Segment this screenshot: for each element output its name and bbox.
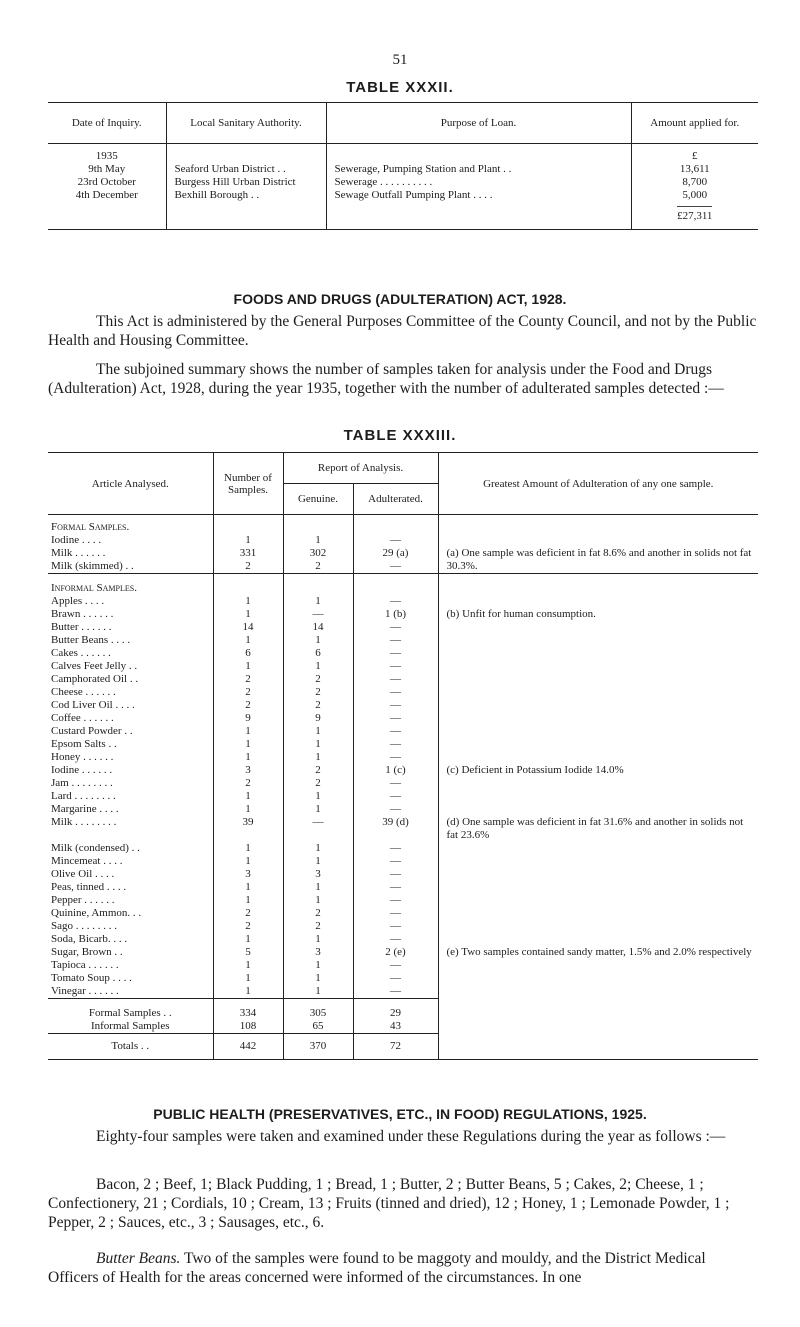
number-cell: 3 bbox=[213, 868, 283, 881]
article-cell: Iodine . . . . . . bbox=[51, 764, 113, 776]
number-cell: 1 bbox=[213, 634, 283, 647]
genuine-cell: 1 bbox=[283, 751, 353, 764]
adulterated-cell: — bbox=[353, 907, 438, 920]
article-cell: Butter . . . . . . bbox=[51, 621, 112, 633]
spacer-cell bbox=[283, 574, 353, 596]
adulterated-cell: 1 (c) bbox=[353, 764, 438, 777]
spacer-cell bbox=[438, 574, 758, 596]
article-cell: Cheese . . . . . . bbox=[51, 686, 116, 698]
article-cell: Camphorated Oil . . bbox=[51, 673, 139, 685]
table-row bbox=[48, 842, 758, 855]
article-cell: Iodine . . . . bbox=[51, 534, 102, 546]
number-cell: 108 bbox=[213, 1020, 283, 1034]
number-cell: 2 bbox=[213, 699, 283, 712]
article-cell: Butter Beans . . . . bbox=[51, 634, 131, 646]
adulterated-cell: — bbox=[353, 868, 438, 881]
table-row bbox=[48, 515, 758, 535]
total-adulterated: 72 bbox=[353, 1034, 438, 1060]
note-cell: (e) Two samples contained sandy matter, 1.5% and 2.0% respectively bbox=[438, 946, 758, 959]
table-row bbox=[48, 907, 758, 920]
adulterated-cell: — bbox=[353, 855, 438, 868]
purposes-cell bbox=[326, 144, 631, 230]
table-row bbox=[48, 985, 758, 999]
adulterated-cell: — bbox=[353, 621, 438, 634]
col-authority-header: Local Sanitary Authority. bbox=[166, 103, 326, 144]
number-cell: 1 bbox=[213, 933, 283, 946]
purpose-value: Sewerage, Pumping Station and Plant . . bbox=[334, 163, 512, 175]
genuine-cell: 9 bbox=[283, 712, 353, 725]
adulterated-cell: — bbox=[353, 842, 438, 855]
spacer-cell bbox=[213, 574, 283, 596]
table-row bbox=[48, 660, 758, 673]
adulterated-cell: — bbox=[353, 933, 438, 946]
table-row bbox=[48, 1034, 758, 1060]
table-row bbox=[48, 621, 758, 634]
article-cell: Cod Liver Oil . . . . bbox=[51, 699, 135, 711]
article-cell: Pepper . . . . . . bbox=[51, 894, 115, 906]
adulterated-cell: — bbox=[353, 985, 438, 999]
note-cell bbox=[438, 985, 758, 999]
genuine-cell: 1 bbox=[283, 534, 353, 547]
amount-value: 8,700 bbox=[682, 176, 708, 188]
genuine-cell: 1 bbox=[283, 634, 353, 647]
authority-value: Burgess Hill Urban District bbox=[174, 176, 296, 188]
number-cell: 3 bbox=[213, 764, 283, 777]
table-row bbox=[48, 777, 758, 790]
amount-value: 5,000 bbox=[682, 189, 708, 201]
genuine-cell: — bbox=[283, 816, 353, 842]
number-cell: 2 bbox=[213, 560, 283, 574]
note-cell bbox=[438, 933, 758, 946]
adulterated-cell: — bbox=[353, 803, 438, 816]
page-number: 51 bbox=[392, 52, 408, 68]
genuine-cell: 1 bbox=[283, 972, 353, 985]
adulterated-cell: — bbox=[353, 920, 438, 933]
number-cell: 1 bbox=[213, 534, 283, 547]
adulterated-cell: — bbox=[353, 738, 438, 751]
genuine-cell: 2 bbox=[283, 764, 353, 777]
adulterated-cell: — bbox=[353, 959, 438, 972]
adulterated-cell: 39 (d) bbox=[353, 816, 438, 842]
genuine-cell: — bbox=[283, 608, 353, 621]
article-cell: Milk (skimmed) . . bbox=[48, 560, 213, 574]
number-cell: 2 bbox=[213, 777, 283, 790]
genuine-cell: 1 bbox=[283, 894, 353, 907]
number-cell: 5 bbox=[213, 946, 283, 959]
article-cell: Mincemeat . . . . bbox=[51, 855, 123, 867]
table-row bbox=[48, 855, 758, 868]
spacer-cell bbox=[438, 515, 758, 535]
table-row bbox=[48, 972, 758, 985]
number-cell: 1 bbox=[213, 894, 283, 907]
table-row bbox=[48, 699, 758, 712]
number-cell: 2 bbox=[213, 920, 283, 933]
article-cell: Epsom Salts . . bbox=[51, 738, 117, 750]
table-row bbox=[48, 534, 758, 547]
genuine-cell: 1 bbox=[283, 985, 353, 999]
col-greatest-header: Greatest Amount of Adulteration of any one sample. bbox=[438, 453, 758, 515]
article-cell: Vinegar . . . . . . bbox=[51, 985, 119, 997]
note-cell bbox=[438, 712, 758, 725]
article-cell: Quinine, Ammon. . . bbox=[51, 907, 142, 919]
adulterated-cell: — bbox=[353, 686, 438, 699]
number-cell: 1 bbox=[213, 842, 283, 855]
note-cell bbox=[438, 855, 758, 868]
adulterated-cell: — bbox=[353, 972, 438, 985]
genuine-cell: 1 bbox=[283, 881, 353, 894]
note-cell bbox=[438, 959, 758, 972]
table-row bbox=[48, 881, 758, 894]
samples-analysis-table bbox=[48, 452, 758, 1060]
note-cell: (b) Unfit for human consumption. bbox=[438, 608, 758, 621]
table-row bbox=[48, 712, 758, 725]
article-cell: Lard . . . . . . . . bbox=[51, 790, 116, 802]
note-cell bbox=[438, 738, 758, 751]
genuine-cell: 2 bbox=[283, 673, 353, 686]
note-cell bbox=[438, 699, 758, 712]
note-cell bbox=[438, 842, 758, 855]
number-cell: 334 bbox=[213, 999, 283, 1021]
table-row bbox=[48, 608, 758, 621]
adulterated-cell: — bbox=[353, 894, 438, 907]
article-cell: Margarine . . . . bbox=[51, 803, 119, 815]
note-cell bbox=[438, 673, 758, 686]
adulterated-cell: — bbox=[353, 790, 438, 803]
genuine-cell: 305 bbox=[283, 999, 353, 1021]
note-cell bbox=[438, 868, 758, 881]
adulterated-cell: — bbox=[353, 881, 438, 894]
col-date-header: Date of Inquiry. bbox=[48, 103, 166, 144]
genuine-cell: 1 bbox=[283, 855, 353, 868]
table-row bbox=[48, 959, 758, 972]
number-cell: 1 bbox=[213, 738, 283, 751]
note-cell bbox=[438, 725, 758, 738]
table-row bbox=[48, 647, 758, 660]
table-33-title: TABLE XXXIII. bbox=[343, 427, 457, 444]
article-cell: Tomato Soup . . . . bbox=[51, 972, 132, 984]
adulterated-cell: 2 (e) bbox=[353, 946, 438, 959]
genuine-cell: 1 bbox=[283, 790, 353, 803]
table-row bbox=[48, 738, 758, 751]
number-cell: 1 bbox=[213, 790, 283, 803]
genuine-cell: 1 bbox=[283, 842, 353, 855]
loan-inquiry-table bbox=[48, 102, 758, 230]
number-cell: 1 bbox=[213, 660, 283, 673]
note-cell bbox=[438, 621, 758, 634]
spacer-cell bbox=[283, 515, 353, 535]
note-cell bbox=[438, 790, 758, 803]
table-row bbox=[48, 725, 758, 738]
foods-drugs-heading: FOODS AND DRUGS (ADULTERATION) ACT, 1928. bbox=[233, 291, 567, 307]
adulterated-cell: — bbox=[353, 660, 438, 673]
genuine-cell: 14 bbox=[283, 621, 353, 634]
note-cell: (a) One sample was deficient in fat 8.6% and another in solids not fat 30.3%. bbox=[438, 547, 758, 574]
col-amount-header: Amount applied for. bbox=[631, 103, 758, 144]
paragraph: Eighty-four samples were taken and examined under these Regulations during the year as follows :— bbox=[96, 1128, 726, 1145]
genuine-cell: 65 bbox=[283, 1020, 353, 1034]
table-row bbox=[48, 574, 758, 596]
table-row bbox=[48, 803, 758, 816]
adulterated-cell: — bbox=[353, 560, 438, 574]
date-value: 9th May bbox=[88, 163, 126, 175]
number-cell: 331 bbox=[213, 547, 283, 560]
genuine-cell: 2 bbox=[283, 699, 353, 712]
article-cell: Milk (condensed) . . bbox=[51, 842, 140, 854]
number-cell: 9 bbox=[213, 712, 283, 725]
totals-label: Totals . . bbox=[48, 1034, 213, 1060]
note-cell bbox=[438, 647, 758, 660]
article-cell: Custard Powder . . bbox=[51, 725, 133, 737]
note-cell bbox=[438, 920, 758, 933]
number-cell: 1 bbox=[213, 959, 283, 972]
adulterated-cell: — bbox=[353, 712, 438, 725]
note-cell bbox=[438, 881, 758, 894]
note-cell bbox=[438, 751, 758, 764]
genuine-cell: 302 bbox=[283, 547, 353, 560]
summary-label: Informal Samples bbox=[90, 1020, 170, 1032]
adulterated-cell: 29 (a) bbox=[353, 547, 438, 560]
article-cell: Soda, Bicarb. . . . bbox=[51, 933, 128, 945]
note-cell bbox=[438, 803, 758, 816]
article-cell: Cakes . . . . . . bbox=[51, 647, 111, 659]
purpose-value: Sewerage . . . . . . . . . . bbox=[334, 176, 433, 188]
adulterated-cell: — bbox=[353, 534, 438, 547]
total-number: 442 bbox=[213, 1034, 283, 1060]
table-row bbox=[48, 933, 758, 946]
article-cell: Milk . . . . . . bbox=[51, 547, 106, 559]
article-cell: Apples . . . . bbox=[51, 595, 105, 607]
amount-value: 13,611 bbox=[679, 163, 710, 175]
table-row bbox=[48, 673, 758, 686]
adulterated-cell: — bbox=[353, 647, 438, 660]
genuine-cell: 1 bbox=[283, 803, 353, 816]
note-cell bbox=[438, 660, 758, 673]
number-cell: 6 bbox=[213, 647, 283, 660]
article-cell: Milk . . . . . . . . bbox=[51, 816, 117, 828]
table-row bbox=[48, 790, 758, 803]
col-genuine-header: Genuine. bbox=[283, 484, 353, 515]
article-cell: Calves Feet Jelly . . bbox=[51, 660, 138, 672]
note-cell bbox=[438, 534, 758, 547]
col-purpose-header: Purpose of Loan. bbox=[326, 103, 631, 144]
number-cell: 1 bbox=[213, 751, 283, 764]
table-row bbox=[48, 1020, 758, 1034]
summary-label: Formal Samples . . bbox=[48, 999, 213, 1021]
adulterated-cell: 29 bbox=[353, 999, 438, 1021]
dates-cell bbox=[48, 144, 166, 230]
number-cell: 39 bbox=[213, 816, 283, 842]
note-cell bbox=[438, 1034, 758, 1060]
table-row bbox=[48, 634, 758, 647]
adulterated-cell: — bbox=[353, 777, 438, 790]
article-cell: Jam . . . . . . . . bbox=[51, 777, 113, 789]
date-value: 23rd October bbox=[77, 176, 136, 188]
article-cell: Peas, tinned . . . . bbox=[51, 881, 127, 893]
genuine-cell: 1 bbox=[283, 738, 353, 751]
table-row bbox=[48, 547, 758, 560]
article-cell: Sugar, Brown . . bbox=[51, 946, 123, 958]
genuine-cell: 3 bbox=[283, 946, 353, 959]
article-cell: Olive Oil . . . . bbox=[51, 868, 115, 880]
preservatives-heading: PUBLIC HEALTH (PRESERVATIVES, ETC., IN FOOD) REGULATIONS, 1925. bbox=[153, 1106, 647, 1122]
table-row bbox=[48, 868, 758, 881]
adulterated-cell: — bbox=[353, 673, 438, 686]
genuine-cell: 6 bbox=[283, 647, 353, 660]
year-label: 1935 bbox=[95, 150, 118, 162]
adulterated-cell: 43 bbox=[353, 1020, 438, 1034]
purpose-value: Sewage Outfall Pumping Plant . . . . bbox=[334, 189, 493, 201]
number-cell: 2 bbox=[213, 673, 283, 686]
article-cell: Honey . . . . . . bbox=[51, 751, 114, 763]
col-article-header: Article Analysed. bbox=[48, 453, 213, 515]
number-cell: 1 bbox=[213, 608, 283, 621]
date-value: 4th December bbox=[75, 189, 138, 201]
note-cell bbox=[438, 907, 758, 920]
col-number-header: Number of Samples. bbox=[213, 453, 283, 515]
note-cell bbox=[438, 894, 758, 907]
number-cell: 2 bbox=[213, 907, 283, 920]
note-cell bbox=[438, 777, 758, 790]
note-cell bbox=[438, 634, 758, 647]
number-cell: 1 bbox=[213, 725, 283, 738]
col-report-header: Report of Analysis. bbox=[283, 453, 438, 484]
table-row bbox=[48, 816, 758, 842]
note-cell bbox=[438, 686, 758, 699]
table-row bbox=[48, 751, 758, 764]
table-row bbox=[48, 920, 758, 933]
section-label: Informal Samples. bbox=[48, 574, 213, 596]
number-cell: 1 bbox=[213, 855, 283, 868]
section-label: Formal Samples. bbox=[51, 521, 130, 533]
article-cell: Tapioca . . . . . . bbox=[51, 959, 119, 971]
authorities-cell bbox=[166, 144, 326, 230]
adulterated-cell: — bbox=[353, 595, 438, 608]
genuine-cell: 2 bbox=[283, 777, 353, 790]
adulterated-cell: — bbox=[353, 725, 438, 738]
butter-beans-lead: Butter Beans. bbox=[96, 1250, 181, 1267]
number-cell: 2 bbox=[213, 686, 283, 699]
number-cell: 1 bbox=[213, 985, 283, 999]
note-cell bbox=[438, 972, 758, 985]
spacer-cell bbox=[353, 574, 438, 596]
note-cell bbox=[438, 1020, 758, 1034]
paragraph: This Act is administered by the General Purposes Committee of the County Council, and not by the Public Health and Housing Committee. bbox=[48, 313, 757, 349]
table-row bbox=[48, 764, 758, 777]
adulterated-cell: — bbox=[353, 751, 438, 764]
number-cell: 1 bbox=[213, 881, 283, 894]
authority-value: Bexhill Borough . . bbox=[174, 189, 260, 201]
table-row bbox=[48, 894, 758, 907]
number-cell: 1 bbox=[213, 803, 283, 816]
genuine-cell: 2 bbox=[283, 907, 353, 920]
table-row bbox=[48, 595, 758, 608]
genuine-cell: 2 bbox=[283, 686, 353, 699]
table-row bbox=[48, 686, 758, 699]
paragraph bbox=[48, 1249, 758, 1287]
genuine-cell: 2 bbox=[283, 920, 353, 933]
table-row bbox=[48, 999, 758, 1021]
article-cell: Sago . . . . . . . . bbox=[51, 920, 117, 932]
note-cell bbox=[438, 999, 758, 1021]
table-32-title: TABLE XXXII. bbox=[346, 79, 454, 96]
number-cell: 1 bbox=[213, 972, 283, 985]
authority-value: Seaford Urban District . . bbox=[174, 163, 286, 175]
genuine-cell: 2 bbox=[283, 560, 353, 574]
genuine-cell: 1 bbox=[283, 595, 353, 608]
number-cell: 1 bbox=[213, 595, 283, 608]
col-adulterated-header: Adulterated. bbox=[353, 484, 438, 515]
genuine-cell: 1 bbox=[283, 725, 353, 738]
article-cell: Coffee . . . . . . bbox=[51, 712, 114, 724]
paragraph: The subjoined summary shows the number of samples taken for analysis under the Food and Drugs (Adulteration) Act, 1928, during the year 1935, together with the number of adulterated samples detected :— bbox=[48, 361, 724, 397]
note-cell: (d) One sample was deficient in fat 31.6% and another in solids not fat 23.6% bbox=[438, 816, 758, 842]
samples-list-paragraph: Bacon, 2 ; Beef, 1; Black Pudding, 1 ; Bread, 1 ; Butter, 2 ; Butter Beans, 5 ; Cakes, 2; Cheese, 1 ; Confectionery, 21 ; Cordials, 10 ; Cream, 13 ; Fruits (tinned and dried), 12 ; Honey, 1 ; Lemonade Powder, 1 ; Pepper, 2 ; Sauces, etc., 3 ; Sausages, etc., 6. bbox=[48, 1176, 730, 1231]
amount-total: £27,311 bbox=[677, 206, 712, 223]
currency-symbol: £ bbox=[692, 150, 698, 162]
butter-beans-text: Two of the samples were found to be maggoty and mouldy, and the District Medical Officers of Health for the areas concerned were informed of the circumstances. In one bbox=[48, 1250, 706, 1286]
amounts-cell bbox=[631, 144, 758, 230]
adulterated-cell: — bbox=[353, 634, 438, 647]
genuine-cell: 1 bbox=[283, 959, 353, 972]
genuine-cell: 1 bbox=[283, 660, 353, 673]
genuine-cell: 3 bbox=[283, 868, 353, 881]
number-cell: 14 bbox=[213, 621, 283, 634]
article-cell: Brawn . . . . . . bbox=[51, 608, 114, 620]
adulterated-cell: — bbox=[353, 699, 438, 712]
table-row bbox=[48, 144, 758, 230]
note-cell bbox=[438, 595, 758, 608]
total-genuine: 370 bbox=[283, 1034, 353, 1060]
adulterated-cell: 1 (b) bbox=[353, 608, 438, 621]
spacer-cell bbox=[353, 515, 438, 535]
note-cell: (c) Deficient in Potassium Iodide 14.0% bbox=[438, 764, 758, 777]
table-row bbox=[48, 946, 758, 959]
spacer-cell bbox=[213, 515, 283, 535]
genuine-cell: 1 bbox=[283, 933, 353, 946]
